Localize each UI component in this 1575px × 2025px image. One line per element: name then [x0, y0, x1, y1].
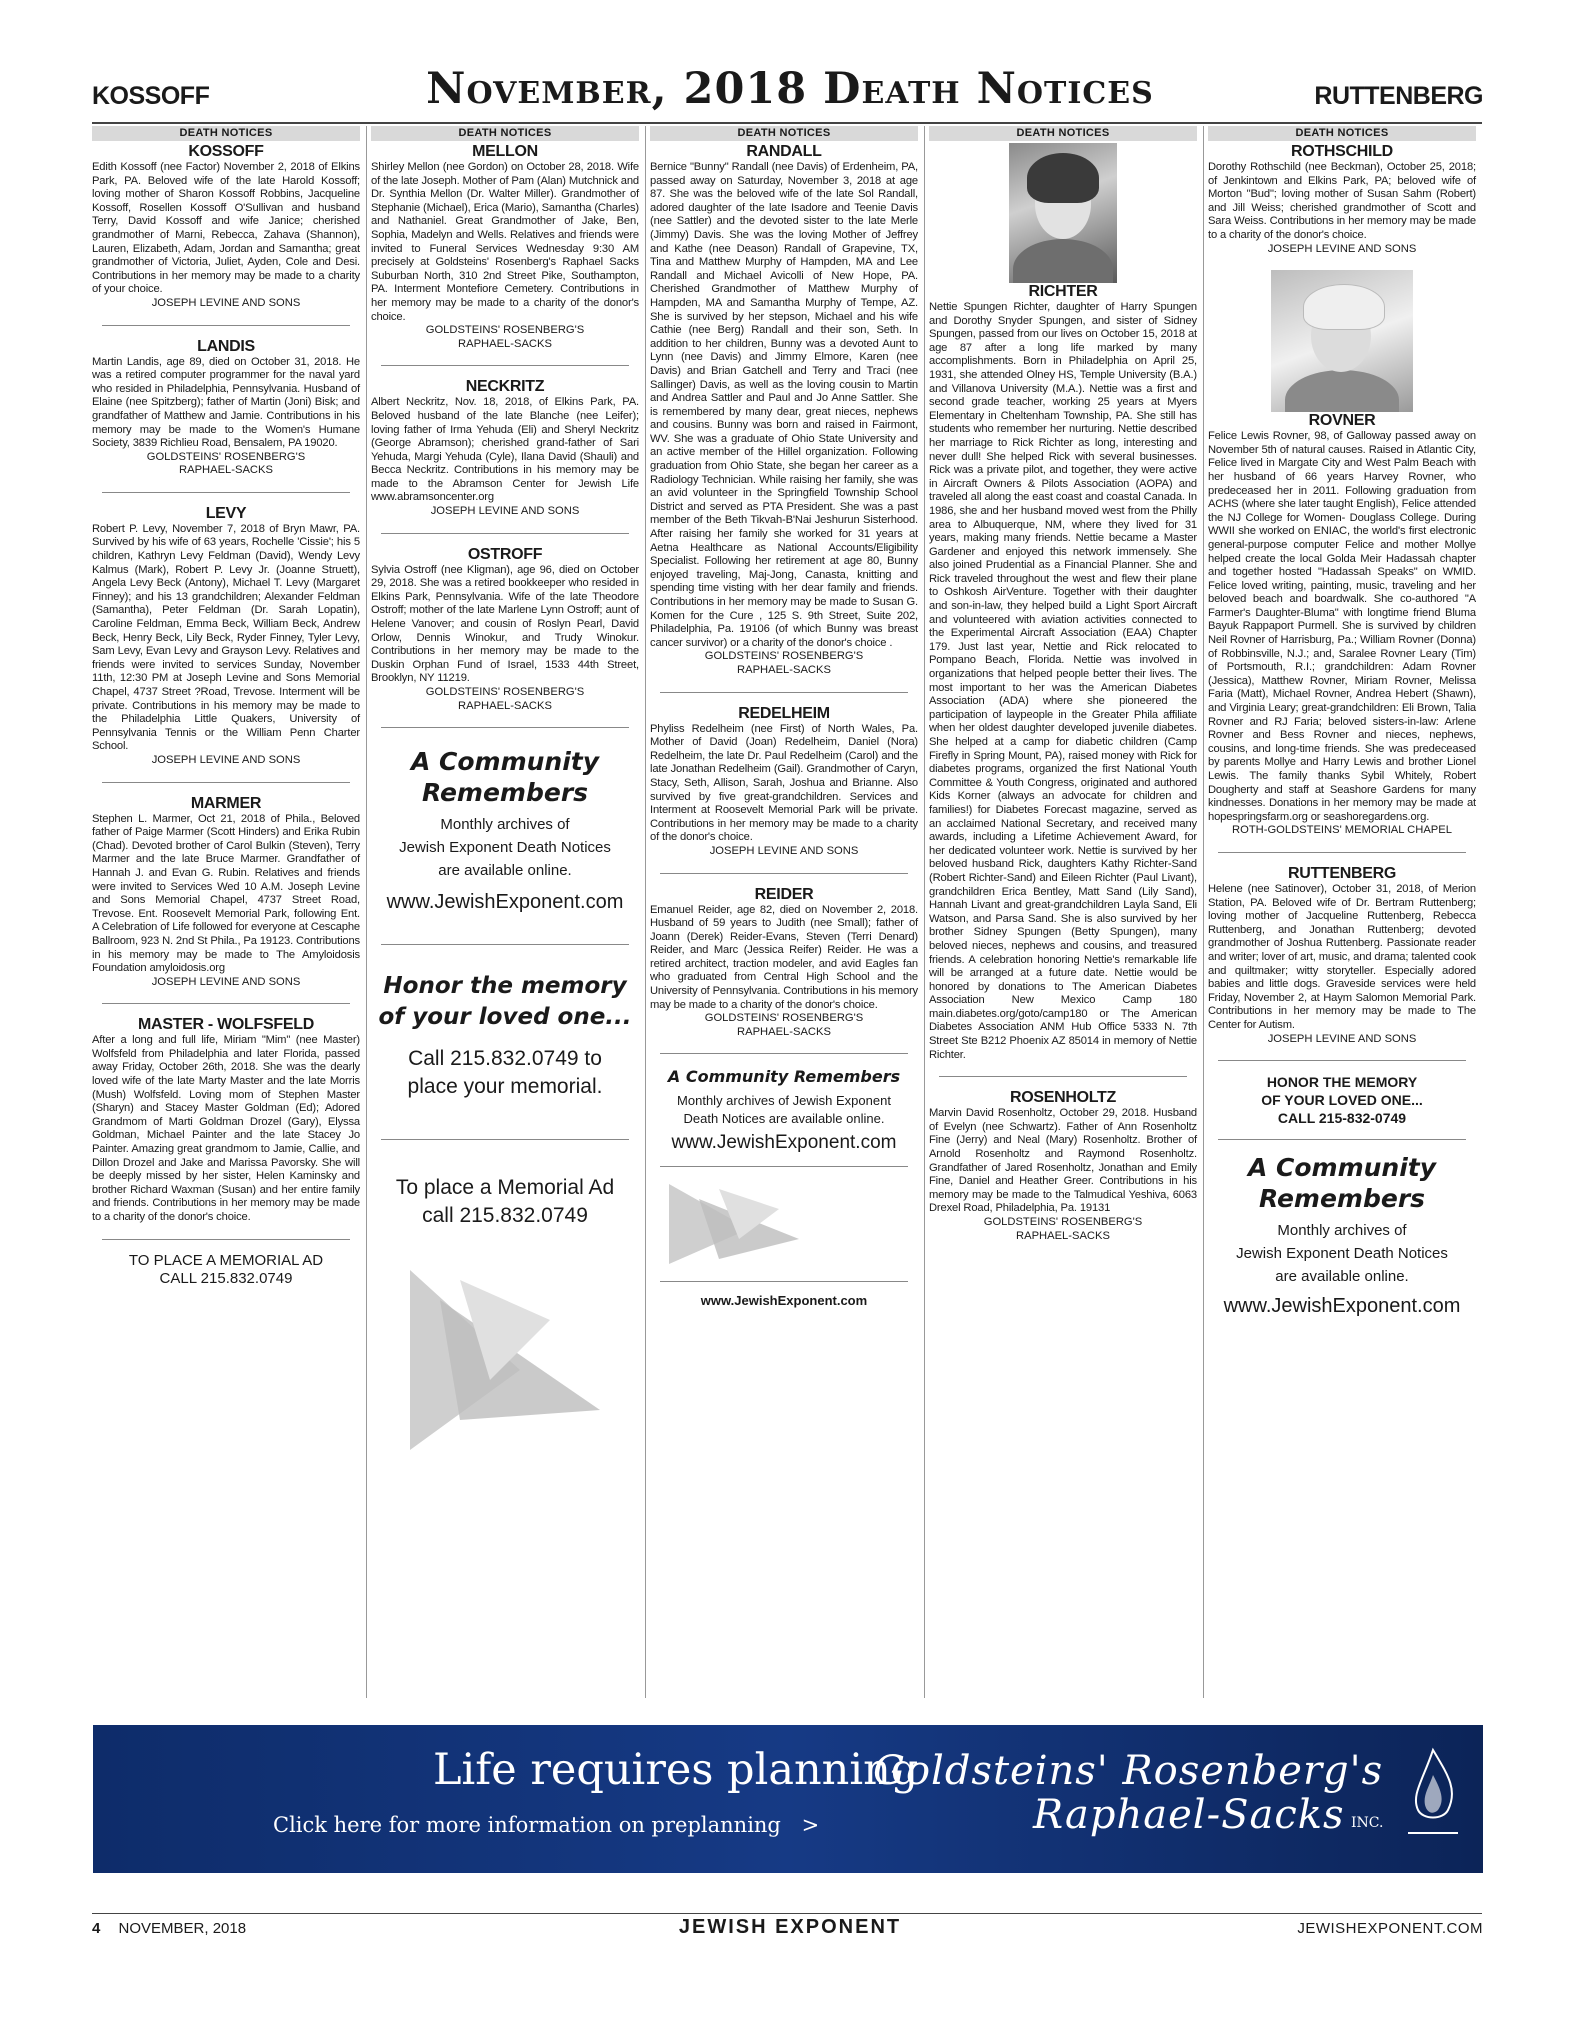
- divider: [381, 1139, 629, 1140]
- funeral-home: GOLDSTEINS' ROSENBERG'S: [425, 324, 585, 337]
- funeral-home-logo: [873, 1749, 1383, 1837]
- notice-name: ROSENHOLTZ: [1009, 1089, 1117, 1107]
- notice-text: Emanuel Reider, age 82, died on November 2, 2018. Husband of 59 years to Judith (nee Small); father of Joann (Derek) Reider-Evans, Steven (Terri Denard) Reider, and Marc (Jessica Reifer) Reider. He was a retired architect, traction modeler, and avid Eagles fan who graduated from Central High School and the University of Pennsylvania. Contributions in his memory may be made to a charity of the donor's choice.: [650, 903, 918, 1011]
- column-3: [650, 126, 918, 1698]
- divider: [381, 944, 629, 945]
- divider: [660, 873, 908, 874]
- funeral-home: RAPHAEL-SACKS: [458, 337, 552, 350]
- banner-subline[interactable]: [273, 1813, 819, 1837]
- funeral-home: RAPHAEL-SACKS: [737, 1025, 831, 1038]
- notice-marmer: [92, 795, 360, 990]
- notice-text: Edith Kossoff (nee Factor) November 2, 2018 of Elkins Park, PA. Beloved wife of the late Harold Kossoff; loving mother of Sharon Kossoff Robbins, Jacqueline Kossoff, Rosellen Kossoff O'Sullivan and husband Terry, David Kossoff and wife Janice; cherished grandmother of Marni, Rebecca, Zahava (Shannon), Lauren, Elizabeth, Adam, Jordan and Samantha; great grandmother of Victoria, Juliet, Ayden, Cole and Desi. Contributions in her memory may be made to a charity of your choice.: [92, 161, 360, 296]
- notice-ostroff: [371, 546, 639, 714]
- notice-name: NECKRITZ: [465, 378, 545, 396]
- column-heading: DEATH NOTICES: [1208, 126, 1476, 141]
- divider: [102, 1003, 350, 1004]
- notice-name: RANDALL: [746, 143, 822, 160]
- funeral-home: JOSEPH LEVINE AND SONS: [1267, 1032, 1417, 1045]
- notice-reider: [650, 886, 918, 1040]
- notice-name: REDELHEIM: [738, 704, 830, 722]
- column-divider: [924, 126, 925, 1698]
- community-title-line2: Remembers: [421, 778, 589, 808]
- notice-richter: [929, 283, 1197, 1062]
- notice-name: MASTER - WOLFSFELD: [138, 1016, 314, 1034]
- community-title-line2: Remembers: [1258, 1184, 1426, 1214]
- place-ad-box: [371, 1174, 639, 1230]
- notice-text: Martin Landis, age 89, died on October 31, 2018. He was a retired computer programmer for the naval yard who resided in Philadelphia, Pennsylvania. Husband of Elaine (nee Spitzberg); father of Martin (Joni) Bisk; and grandfather of Matthew and Jamie. Contributions in his memory may be made to the Women's Humane Society, 3839 Richlieu Road, Bensalem, PA 19020.: [92, 355, 360, 450]
- funeral-home: GOLDSTEINS' ROSENBERG'S: [704, 650, 864, 663]
- notice-rosenholtz: [929, 1089, 1197, 1243]
- place-ad-line2: call 215.832.0749: [422, 1204, 588, 1228]
- community-body-line2: Jewish Exponent Death Notices: [399, 839, 611, 857]
- footer-rule: [92, 1913, 1482, 1914]
- column-divider: [366, 126, 367, 1698]
- column-heading: DEATH NOTICES: [371, 126, 639, 141]
- funeral-home: JOSEPH LEVINE AND SONS: [151, 753, 301, 766]
- star-of-david-icon: [400, 1260, 610, 1460]
- divider: [660, 1166, 908, 1167]
- column-1: [92, 126, 360, 1698]
- notice-randall: [650, 143, 918, 678]
- divider: [102, 1239, 350, 1240]
- divider: [1218, 1060, 1466, 1061]
- community-url-link[interactable]: www.JewishExponent.com: [386, 891, 624, 914]
- notice-landis: [92, 338, 360, 478]
- divider: [102, 782, 350, 783]
- community-url-link[interactable]: www.JewishExponent.com: [1223, 1295, 1461, 1318]
- notice-text: Marvin David Rosenholtz, October 29, 2018. Husband of Evelyn (nee Schwartz). Father of Ann Rosenholtz Fine (Jerry) and Neal (Mary) Rosenholtz. Brother of Arnold Rosenholtz and Raymond Rosenholtz. Grandfather of Jared Rosenholtz, Jonathan and Emily Fine, Daniel and Heather Greer. Contributions in his memory may be made to the Talmudical Yeshiva, 6063 Drexel Road, Philadelphia, Pa. 19131: [929, 1107, 1197, 1215]
- community-body-line1: Monthly archives of Jewish Exponent: [677, 1093, 891, 1109]
- divider: [381, 727, 629, 728]
- footer-left: [92, 1920, 246, 1937]
- divider: [939, 1076, 1187, 1077]
- honor-memory-box: [371, 971, 639, 1101]
- notice-text: Albert Neckritz, Nov. 18, 2018, of Elkins Park, PA. Beloved husband of the late Blanche (nee Leifer); loving father of Irma Yehuda (Eli) and Sheryl Neckritz (George Abramson); cherished grand-father of Sari Yehuda, Margi Yehuda (Cyle), Ilana David (Shauli) and Becca Neckritz. Contributions in his memory may be made to the Abramson Center for Jewish Life www.abramsoncenter.org: [371, 396, 639, 504]
- community-title: A Community Remembers: [667, 1067, 901, 1087]
- funeral-home: RAPHAEL-SACKS: [737, 663, 831, 676]
- community-url-link[interactable]: www.JewishExponent.com: [671, 1132, 897, 1154]
- notice-name: ROVNER: [1308, 412, 1376, 430]
- notice-text: Helene (nee Satinover), October 31, 2018, of Merion Station, PA. Beloved wife of Dr. Bertram Ruttenberg; loving mother of Jacqueline Ruttenberg, Rebecca Ruttenberg, and Jonathan Ruttenberg; devoted grandmother of Joshua Ruttenberg. Passionate reader and writer; lover of art, music, and drama; talented cook and quiltmaker; witty storyteller. Especially adored babies and little dogs. Graveside services were held Friday, November 2, at Haym Salomon Memorial Park. Contributions in her memory may be made to The Center for Autism.: [1208, 882, 1476, 1031]
- preplanning-banner[interactable]: [93, 1725, 1483, 1873]
- column-heading: DEATH NOTICES: [650, 126, 918, 141]
- notice-levy: [92, 505, 360, 768]
- funeral-home: GOLDSTEINS' ROSENBERG'S: [983, 1216, 1143, 1228]
- community-body-line3: are available online.: [438, 862, 572, 880]
- notice-text: After a long and full life, Miriam "Mim" (nee Master) Wolfsfeld from Philadelphia and later Florida, passed away Friday, October 26th, 2018. She was the dearly loved wife of the late Marty Master and the late Morris (Mush) Wolfsfeld. Loving mom of Stephen Master (Sharyn) and Stacey Master Goldman (Ed); Adored Grandmom of Marti Goldman Drozel (Gary), Elyssa Goldman, Michael Painter and the late Stacey Jo Painter. Amazing great grandmom to Jamie, Callie, and Dillon Drozel and Jake and Marissa Pavorsky. She will be deeply missed by her sister, Helen Kaminsky and brother Richard Waxman (Susan) and her entire family and friends. Contributions in her memory may be made to a charity of the donor's choice.: [92, 1034, 360, 1223]
- community-body-line2: Death Notices are available online.: [683, 1111, 885, 1127]
- notice-text: Phyliss Redelheim (nee First) of North Wales, Pa. Mother of David (Joan) Redelheim, Daniel (Nora) Redelheim, the late Dr. Paul Redelheim (Carol) and the late Jonathan Redelheim (Gail). Grandmother of Caryn, Stacy, Seth, Allison, Sarah, Joshua and Brianne. Also survived by five great-grandchildren. Services and Interment at Roosevelt Memorial Park will be private. Contributions in her memory may be made to a charity of the donor's choice.: [650, 722, 918, 844]
- funeral-home: JOSEPH LEVINE AND SONS: [709, 844, 859, 857]
- column-divider: [1203, 126, 1204, 1698]
- logo-line1: Goldsteins' Rosenberg's: [873, 1748, 1384, 1794]
- funeral-home: GOLDSTEINS' ROSENBERG'S: [704, 1012, 864, 1025]
- community-title-line1: A Community: [410, 747, 600, 777]
- funeral-home: JOSEPH LEVINE AND SONS: [151, 296, 301, 309]
- community-body-line1: Monthly archives of: [1277, 1222, 1407, 1240]
- column-2: [371, 126, 639, 1698]
- community-title-line1: A Community: [1247, 1153, 1437, 1183]
- honor-body-line1: Call 215.832.0749 to: [408, 1047, 602, 1071]
- honor-title-line1: Honor the memory: [383, 973, 627, 1000]
- richter-photo: [1009, 143, 1117, 283]
- star-of-david-icon: [659, 1179, 909, 1269]
- publication-name: JEWISH EXPONENT: [678, 1916, 902, 1938]
- notice-neckritz: [371, 378, 639, 518]
- footer-url-link[interactable]: www.JewishExponent.com: [700, 1293, 868, 1309]
- banner-headline: Life requires planning: [433, 1745, 919, 1795]
- footer-site-link[interactable]: JEWISHEXPONENT.COM: [1297, 1920, 1483, 1937]
- funeral-home: JOSEPH LEVINE AND SONS: [151, 975, 301, 988]
- header-left-tag: KOSSOFF: [92, 82, 210, 110]
- header-rule: [92, 122, 1482, 124]
- notice-text: Nettie Spungen Richter, daughter of Harry Spungen and Dorothy Snyder Spungen, and sister of Sidney Spungen, passed from our lives on October 15, 2018 at age 87 after a long life marked by many accomplishments. Born in Philadelphia on April 25, 1931, she attended Olney HS, Temple University (B.A.) and Villanova University (M.A.). Nettie was a first and second grade teacher, working 25 years at Myers Elementary in Cheltenham Township, PA. She still has students who remember her nurturing. Nettie described her marriage to Rick Richter as long, interesting and never dull! She helped Rick with several businesses. Rick was a private pilot, and together, they were active in Aircraft Owners & Pilots Association (AOPA) and traveled all along the east coast and coastal Canada. In 1986, she and her husband moved west from the Philly area to Albuquerque, NM, where they lived for 31 years, making many friends. Nettie became a Master Gardener and enjoyed this network immensely. She also joined Prudential as a Financial Planner. She and Rick traveled throughout the west and flew their plane to Oshkosh AirVenture. Together with their daughter and son-in-law, they helped build a Light Sport Aircraft and volunteered with aviation activities connected to the Experimental Aircraft Association (EAA) Chapter 179. Just last year, Nettie and Rick relocated to Pompano Beach, Florida. Nettie was involved in organizations that helped people better their lives. The most important to her was the American Diabetes Association (ADA) where she pioneered the participation of laypeople in the Greater Phila affiliate when her oldest daughter developed juvenile diabetes. She helped at a camp for diabetic children (Camp Firefly in Spring Mount, PA), raised money with Rick for diabetes programs, organized the first National Youth Committee & Youth Congress, originated and authored Kids Korner (always an advocate for children and families!) for Diabetes Forecast magazine, served as an acclaimed National Secretary, and received many awards, including a Lifetime Achievement Award, for her dedicated volunteer work. Nettie is survived by her beloved husband Rick, daughters Kathy Richter-Sand (Robert Richter-Sand) and Eileen Richter (Paul Livant), grandchildren Erica Bentley, Matt Sand (Lily Sand), Hannah Livant and great-grandchildren Layla Sand, Eli Watson, and Parsa Sand. She is also survived by her brother Sidney Spungen (Betty Spungen), many beloved nieces, nephews and cousins, and treasured friends. A celebration honoring Nettie's remarkable life will be arranged at a future date. Nettie would be honored by donations to The American Diabetes Association New Mexico Camp 180 main.diabetes.org/goto/camp180 or The American Diabetes Association ANM Hub Office 5333 N. 7th Street Ste B212 Phoenix AZ 85014 in memory of Nettie Richter.: [929, 301, 1197, 1061]
- memorial-ad-line1: TO PLACE A MEMORIAL AD: [128, 1251, 324, 1269]
- notice-ruttenberg: [1208, 865, 1476, 1046]
- divider: [381, 533, 629, 534]
- funeral-home: JOSEPH LEVINE AND SONS: [1267, 242, 1417, 255]
- column-heading: DEATH NOTICES: [92, 126, 360, 141]
- community-body-line3: are available online.: [1275, 1268, 1409, 1286]
- notice-kossoff: [92, 143, 360, 311]
- page-number: 4: [92, 1920, 101, 1937]
- logo-line2: Raphael-Sacks: [1033, 1792, 1345, 1838]
- notice-text: Felice Lewis Rovner, 98, of Galloway passed away on November 5th of natural causes. Raised in Atlantic City, Felice lived in Margate City and West Palm Beach with her husband of 66 years Harvey Rovner, who predeceased her in 2011. Following graduation from ACHS (where she later taught English), Felice attended the NJ College for Women- Douglass College. During WWII she worked on ENIAC, the world's first electronic general-purpose computer Felice and mother Mollye helped create the local Golda Meir Hadassah chapter and together hosted "Hadassah Speaks" on WMID. Felice loved writing, painting, music, traveling and her beloved beach and boardwalk. She co-authored "A Farmer's Daughter-Bluma" with longtime friend Bluma Bayuk Rappaport Purmell. She is survived by children Neil Rovner of Harrisburg, Pa.; William Rovner (Donna) of Robbinsville, N.J.; and, Saralee Rovner Leary (Tim) of Portsmouth, R.I.; grandchildren: Adam Rovner (Jessica), Matthew Rovner, Miriam Rovner, Melissa Faria (Matt), Michael Rovner, Andrea Hebert (Shawn), and Virginia Leary; great-grandchildren: Eli Brown, Talia Rovner and RJ Faria; beloved sisters-in-law: Arlene Rovner and Bess Rovner and nieces, nephews, cousins, and long-time friends. She was predeceased by parents Mollye and Harry Lewis and brother Lionel Lewis. The family thanks Sybil Whitely, Robert Dougherty and staff at Seashore Gardens for many kindnesses. Donations in her memory may be made at hopespringsfarm.org or seashoregardens.org.: [1208, 430, 1476, 823]
- notice-name: REIDER: [754, 885, 814, 903]
- funeral-home: RAPHAEL-SACKS: [458, 699, 552, 712]
- notice-text: Stephen L. Marmer, Oct 21, 2018 of Phila., Beloved father of Paige Marmer (Scott Hinders) and Erika Rubin (Chad). Devoted brother of Carol Bulkin (Steven), Terry Marmer and the late Bruce Marmer. Grandfather of Hannah J. and Evan G. Rubin. Relatives and friends were invited to Services Wed 10 A.M. Joseph Levine and Sons Memorial Chapel, 4737 Street Road, Trevose. Ent. Roosevelt Memorial Park, following Ent. A Celebration of Life followed for everyone at Cescaphe Ballroom, 923 N. 2nd St Phila., Pa 19123. Contributions in his memory may be made to The Amyloidosis Foundation amyloidosis.org: [92, 812, 360, 975]
- honor-title-line2: of your loved one...: [378, 1004, 632, 1031]
- funeral-home: GOLDSTEINS' ROSENBERG'S: [425, 686, 585, 698]
- column-5: [1208, 126, 1476, 1698]
- divider: [1218, 1139, 1466, 1140]
- notice-text: Bernice "Bunny" Randall (nee Davis) of Erdenheim, PA, passed away on Saturday, November 3, 2018 at age 87. She was the beloved wife of the late Sol Randall, adored daughter of the late Isadore and Teenie Davis (nee Sattler) and the devoted sister to the late Merle (Jimmy) Davis. She was the loving Mother of Jeffrey and Kathe (nee Deason) Randall of Grapevine, TX, Tina and Matthew Murphy of Hampden, MA and Lee Randall and Michael Avicolli of New Hope, PA. Cherished Grandmother of Matthew Murphy of Hampden, MA and Samantha Murphy of Tempe, AZ. She is survived by her stepson, Michael and his wife Cathie (nee Berg) Randall and their son, Seth. In addition to her children, Bunny was a devoted Aunt to Lynn (nee Davis) and Jimmy Elmore, Karen (nee Davis) and Brian Gatchell and Terry and Traci (nee Sallinger) Davis, as well as the loving cousin to Martin and Andrea Sattler and Paul and Jo Anne Sattler. She is remembered by many dear, great nieces, nephews and cousins. Bunny was born and raised in Fairmont, WV. She was a graduate of Ohio State University and an active member of the Hillel organization. Following graduation from Ohio State, she began her career as a Radiology Technician. While raising her family, she was an avid volunteer in the Springfield Township School District and served as PTA President. She was a past member of the Beth Tikvah-B'Nai Jeshurun Sisterhood. After raising her family she worked for 31 years at Aetna Healthcare as National Accounts/Eligibility Specialist. Following her retirement at age 80, Bunny enjoyed traveling, Maj-Jong, Canasta, knitting and spending time visting with her dear family and friends. Contributions in her memory may be made to Susan G. Komen for the Cure , 125 S. 9th Street, Suite 202, Philadelphia, Pa. 19106 (of which Bunny was breast cancer survivor) or a charity of the donor's choice .: [650, 161, 918, 649]
- notice-name: LANDIS: [197, 337, 255, 355]
- logo-inc: INC.: [1351, 1815, 1384, 1831]
- notice-name: RICHTER: [1028, 283, 1098, 300]
- notice-redelheim: [650, 705, 918, 859]
- notice-rothschild: [1208, 143, 1476, 256]
- funeral-home: ROTH-GOLDSTEINS' MEMORIAL CHAPEL: [1232, 824, 1452, 837]
- notice-name: KOSSOFF: [188, 143, 264, 160]
- notice-name: RUTTENBERG: [1287, 864, 1397, 882]
- notice-mellon: [371, 143, 639, 351]
- notice-name: MELLON: [472, 143, 538, 160]
- community-remembers-box: [371, 746, 639, 914]
- divider: [102, 325, 350, 326]
- funeral-home: RAPHAEL-SACKS: [179, 464, 273, 477]
- notice-text: Dorothy Rothschild (nee Beckman), October 25, 2018; of Jenkintown and Elkins Park, PA; beloved wife of Morton "Bud"; loving mother of Susan Sahm (Robert) and Jill Weiss; cherished grandmother of Scott and Sara Weiss. Contributions in her memory may be made to a charity of the donor's choice.: [1208, 161, 1476, 241]
- funeral-home: JOSEPH LEVINE AND SONS: [430, 505, 580, 518]
- rovner-photo: [1271, 270, 1413, 412]
- header-right-tag: RUTTENBERG: [1314, 82, 1483, 110]
- divider: [660, 1053, 908, 1054]
- funeral-home: RAPHAEL-SACKS: [1016, 1229, 1110, 1242]
- notice-text: Shirley Mellon (nee Gordon) on October 28, 2018. Wife of the late Joseph. Mother of Pam (Alan) Mutchnick and Dr. Synthia Mellon (Dr. Walter Miller). Grandmother of Stephanie (Michael), Erica (Mario), Samantha (Charles) and Nathaniel. Great Grandmother of Jake, Ben, Sophia, Madelyn and Wells. Relatives and friends were invited to Funeral Services Wednesday 9:30 AM precisely at Goldsteins' Rosenberg's Raphael Sacks Suburban North, 310 2nd Street Pike, Southampton, PA. Interment Montefiore Cemetery. Contributions in her memory may be made to a charity of the donor's choice.: [371, 161, 639, 323]
- honor-body-line2: place your memorial.: [407, 1075, 603, 1099]
- community-remembers-box: [1208, 1152, 1476, 1318]
- divider: [660, 692, 908, 693]
- notice-text: Sylvia Ostroff (nee Kligman), age 96, died on October 29, 2018. She was a retired bookkeeper who resided in Elkins Park, Pennsylvania. Wife of the late Theodore Ostroff; mother of the late Marlene Lynn Ostroff; aunt of Helene Vanover; and cousin of Roslyn Pearl, David Orlow, Dennis Winokur, and Trudy Winokur. Contributions in her memory may be made to the Duskin Orphan Fund of Israel, 1533 44th Street, Brooklyn, NY 11219.: [371, 563, 639, 685]
- community-remembers-small: [650, 1066, 918, 1154]
- funeral-home: GOLDSTEINS' ROSENBERG'S: [146, 450, 306, 463]
- notice-rovner: [1208, 412, 1476, 838]
- notice-name: MARMER: [190, 794, 262, 812]
- chevron-right-icon: >: [801, 1813, 820, 1837]
- notice-name: LEVY: [205, 504, 247, 522]
- memorial-ad-line2: CALL 215.832.0749: [159, 1269, 293, 1287]
- community-body-line2: Jewish Exponent Death Notices: [1236, 1245, 1448, 1263]
- divider: [660, 1281, 908, 1282]
- place-ad-line1: To place a Memorial Ad: [395, 1176, 615, 1200]
- column-divider: [645, 126, 646, 1698]
- notice-master-wolfsfeld: [92, 1016, 360, 1224]
- divider: [381, 365, 629, 366]
- honor-line2: OF YOUR LOVED ONE...: [1261, 1092, 1423, 1109]
- column-4: [929, 126, 1197, 1698]
- notice-name: OSTROFF: [467, 545, 543, 563]
- banner-subline-text: Click here for more information on preplanning: [273, 1813, 781, 1837]
- notice-name: ROTHSCHILD: [1291, 143, 1393, 160]
- honor-memory-small: [1208, 1073, 1476, 1127]
- honor-line1: HONOR THE MEMORY: [1266, 1074, 1418, 1091]
- honor-line3: CALL 215-832-0749: [1277, 1110, 1407, 1127]
- footer-date: NOVEMBER, 2018: [118, 1920, 247, 1937]
- divider: [102, 492, 350, 493]
- flame-icon: [1403, 1745, 1463, 1845]
- notice-text: Robert P. Levy, November 7, 2018 of Bryn Mawr, PA. Survived by his wife of 63 years, Rochelle 'Cissie'; his 5 children, Kathryn Levy Feldman (David), Wendy Levy Kalmus (Mark), Robert P. Levy Jr. (Joanne Struett), Angela Levy Beck (Antony), Michael T. Levy (Margaret Finney); and his 13 grandchildren; Alexander Feldman (Samantha), Peter Feldman (Dr. Sarah Lopatin), Caroline Feldman, Emma Beck, William Beck, Andrew Beck, Henry Beck, Lily Beck, Ryder Finney, Tyler Levy, Sam Levy, Evan Levy and Grayson Levy. Relatives and friends were invited to services Sunday, November 11th, 12:30 PM at Joseph Levine and Sons Memorial Chapel, 4737 Street ?Road, Trevose. Interment will be private. Contributions in his memory may be made to the Philadelphia Little Quakers, University of Pennsylvania Tennis or the William Penn Charter School.: [92, 522, 360, 753]
- community-body-line1: Monthly archives of: [440, 816, 570, 834]
- page-title: November, 2018 Death Notices: [426, 64, 1154, 114]
- column-heading: DEATH NOTICES: [929, 126, 1197, 141]
- divider: [1218, 852, 1466, 853]
